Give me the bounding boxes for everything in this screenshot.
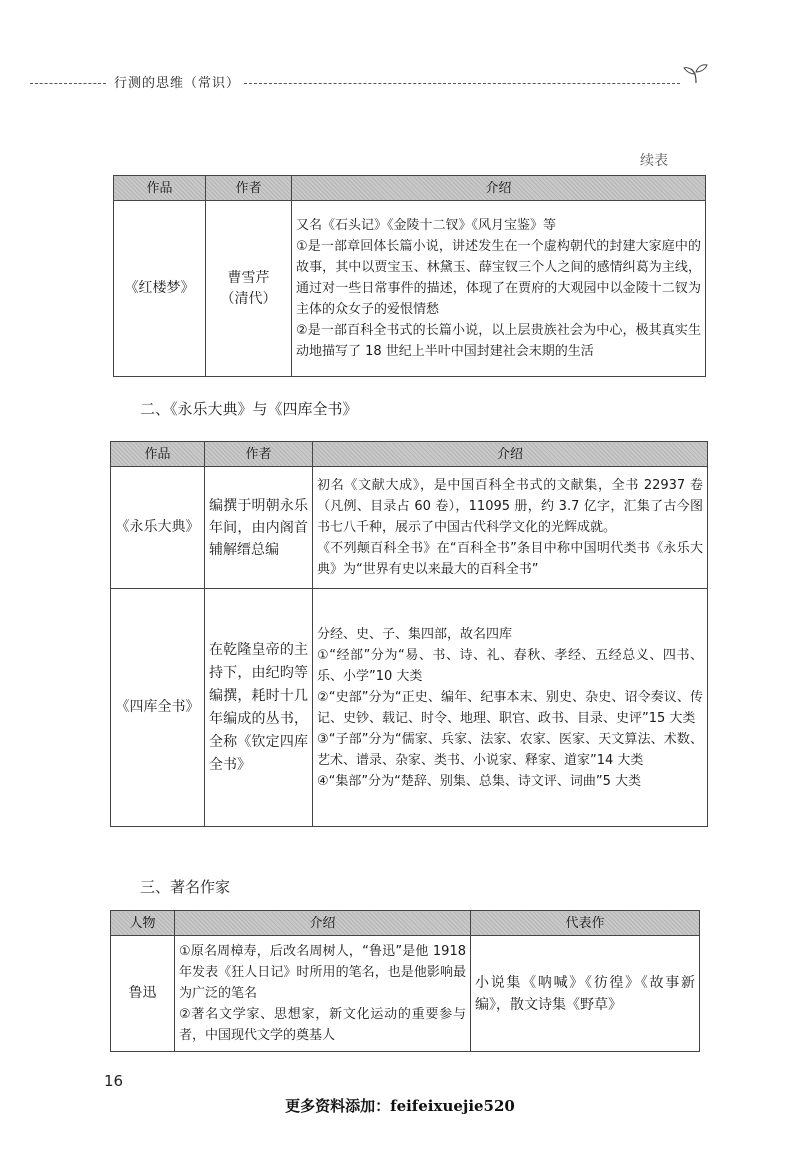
intro-cell bbox=[292, 201, 706, 377]
column-header-author: 作者 bbox=[206, 176, 292, 201]
intro-line: ②著名文学家、思想家，新文化运动的重要参与者，中国现代文学的奠基人 bbox=[179, 1007, 466, 1043]
intro-line: 初名《文献大成》，是中国百科全书式的文献集，全书 22937 卷（凡例、目录占 60 卷），11095 册，约 3.7 亿字，汇集了古今图书七八千种，展示了中国古代科学文化的光辉成就。 bbox=[317, 478, 703, 535]
intro-line: 又名《石头记》《金陵十二钗》《风月宝鉴》等 bbox=[296, 218, 557, 233]
intro-line: ③“子部”分为“儒家、兵家、法家、农家、医家、天文算法、术数、艺术、谱录、杂家、类书、小说家、释家、道家”14 大类 bbox=[317, 731, 703, 768]
table-row bbox=[111, 936, 700, 1052]
intro-line: 《不列颠百科全书》在“百科全书”条目中称中国明代类书《永乐大典》为“世界有史以来最大的百科全书” bbox=[317, 541, 703, 577]
intro-line: 分经、史、子、集四部，故名四库 bbox=[317, 626, 513, 642]
column-header-intro: 介绍 bbox=[313, 442, 708, 467]
header-title: 行测的思维（常识） bbox=[114, 76, 241, 91]
table-row bbox=[114, 201, 706, 377]
continued-label: 续表 bbox=[640, 153, 668, 169]
column-header-work: 作品 bbox=[114, 176, 206, 201]
table-header-row bbox=[111, 442, 708, 467]
person-cell: 鲁迅 bbox=[111, 936, 175, 1052]
intro-cell bbox=[175, 936, 471, 1052]
header-rule-right bbox=[244, 83, 680, 84]
author-cell: 在乾隆皇帝的主持下，由纪昀等编撰，耗时十几年编成的丛书，全称《钦定四库全书》 bbox=[205, 589, 313, 827]
header-rule-left bbox=[30, 83, 106, 84]
work-cell: 《永乐大典》 bbox=[111, 467, 205, 589]
work-cell: 《四库全书》 bbox=[111, 589, 205, 827]
works-cell: 小说集《呐喊》《彷徨》《故事新编》，散文诗集《野草》 bbox=[471, 936, 700, 1052]
sprout-icon bbox=[682, 62, 710, 84]
table-encyclopedias bbox=[110, 441, 708, 827]
author-line: 曹雪芹 bbox=[227, 269, 270, 286]
intro-line: ②“史部”分为“正史、编年、纪事本末、别史、杂史、诏令奏议、传记、史钞、载记、时令、地理、职官、政书、目录、史评”15 大类 bbox=[317, 689, 703, 726]
author-cell: 编撰于明朝永乐年间，由内阁首辅解缙总编 bbox=[205, 467, 313, 589]
footer-note: 更多资料添加：feifeixuejie520 bbox=[285, 1097, 515, 1115]
section-heading: 二、《永乐大典》与《四库全书》 bbox=[140, 400, 358, 418]
intro-line: ②是一部百科全书式的长篇小说，以上层贵族社会为中心，极其真实生动地描写了 18 世纪上半叶中国封建社会末期的生活 bbox=[296, 323, 701, 359]
intro-line: ④“集部”分为“楚辞、别集、总集、诗文评、词曲”5 大类 bbox=[317, 773, 641, 789]
table-header-row bbox=[114, 176, 706, 201]
table-hongloumeng bbox=[113, 175, 706, 377]
column-header-intro: 介绍 bbox=[175, 911, 471, 936]
intro-cell bbox=[313, 467, 708, 589]
intro-line: ①“经部”分为“易、书、诗、礼、春秋、孝经、五经总义、四书、乐、小学”10 大类 bbox=[317, 647, 703, 684]
intro-line: ①原名周樟寿，后改名周树人，“鲁迅”是他 1918 年发表《狂人日记》时所用的笔名，也是他影响最为广泛的笔名 bbox=[179, 944, 466, 1001]
author-cell bbox=[206, 201, 292, 377]
table-writers bbox=[110, 910, 700, 1052]
page-number: 16 bbox=[104, 1072, 124, 1090]
column-header-works: 代表作 bbox=[471, 911, 700, 936]
table-row bbox=[111, 589, 708, 827]
column-header-person: 人物 bbox=[111, 911, 175, 936]
section-heading: 三、著名作家 bbox=[140, 878, 231, 896]
column-header-intro: 介绍 bbox=[292, 176, 706, 201]
table-row bbox=[111, 467, 708, 589]
column-header-work: 作品 bbox=[111, 442, 205, 467]
column-header-author: 作者 bbox=[205, 442, 313, 467]
intro-cell bbox=[313, 589, 708, 827]
work-cell: 《红楼梦》 bbox=[114, 201, 206, 377]
author-line: （清代） bbox=[220, 290, 277, 307]
table-header-row bbox=[111, 911, 700, 936]
intro-line: ①是一部章回体长篇小说，讲述发生在一个虚构朝代的封建大家庭中的故事，其中以贾宝玉、林黛玉、薛宝钗三个人之间的感情纠葛为主线，通过对一些日常事件的描述，体现了在贾府的大观园中以金陵十二钗为主体的众女子的爱恨情愁 bbox=[296, 239, 701, 317]
